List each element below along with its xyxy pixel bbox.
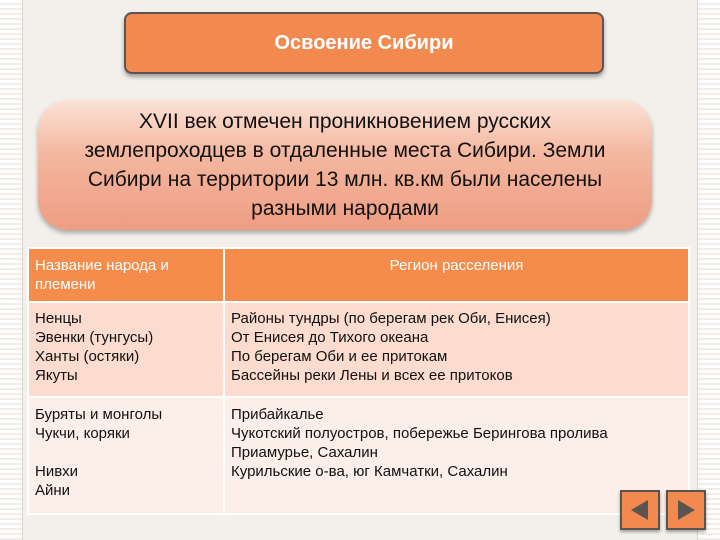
next-slide-button[interactable] — [666, 490, 706, 530]
table-header-row — [28, 248, 689, 302]
header-peoples: Название народа и племени — [28, 248, 224, 302]
right-decor-stripes — [698, 0, 720, 540]
left-divider — [22, 0, 23, 540]
region-name: От Енисея до Тихого океана — [231, 329, 429, 346]
people-name: Буряты и монголы — [35, 405, 163, 423]
triangle-right-icon — [674, 498, 698, 522]
people-name: Айни — [35, 481, 71, 499]
people-name: Ненцы — [35, 310, 82, 327]
region-cell — [224, 302, 689, 397]
intro-text-box — [38, 100, 652, 230]
right-divider — [697, 0, 698, 540]
people-name: Ханты (остяки) — [35, 348, 140, 365]
people-name: Чукчи, коряки — [35, 424, 130, 442]
peoples-cell — [28, 302, 224, 397]
region-name: Чукотский полуостров, побережье Берингова пролива — [231, 424, 608, 442]
intro-text: XVII век отмечен проникновением русских землепроходцев в отдаленные места Сибири. Земли Сибири на территории 13 млн. кв.км были населены разными народами — [84, 110, 606, 220]
region-name: Бассейны реки Лены и всех ее притоков — [231, 367, 513, 384]
left-decor-stripes — [0, 0, 22, 540]
slide-title: Освоение Сибири — [124, 12, 604, 74]
header-region: Регион расселения — [224, 248, 689, 302]
people-name: Эвенки (тунгусы) — [35, 329, 154, 346]
table-row — [28, 302, 689, 397]
region-name: Приамурье, Сахалин — [231, 443, 378, 461]
people-name: Якуты — [35, 367, 78, 384]
line-spacer — [35, 443, 217, 462]
peoples-table — [27, 247, 690, 515]
region-name: Районы тундры (по берегам рек Оби, Енисея) — [231, 310, 551, 327]
region-name: Курильские о-ва, юг Камчатки, Сахалин — [231, 462, 508, 480]
region-name: Прибайкалье — [231, 405, 324, 423]
table-row — [28, 397, 689, 514]
region-name: По берегам Оби и ее притокам — [231, 348, 448, 365]
previous-slide-button[interactable] — [620, 490, 660, 530]
people-name: Нивхи — [35, 462, 79, 480]
peoples-cell — [28, 397, 224, 514]
triangle-left-icon — [628, 498, 652, 522]
